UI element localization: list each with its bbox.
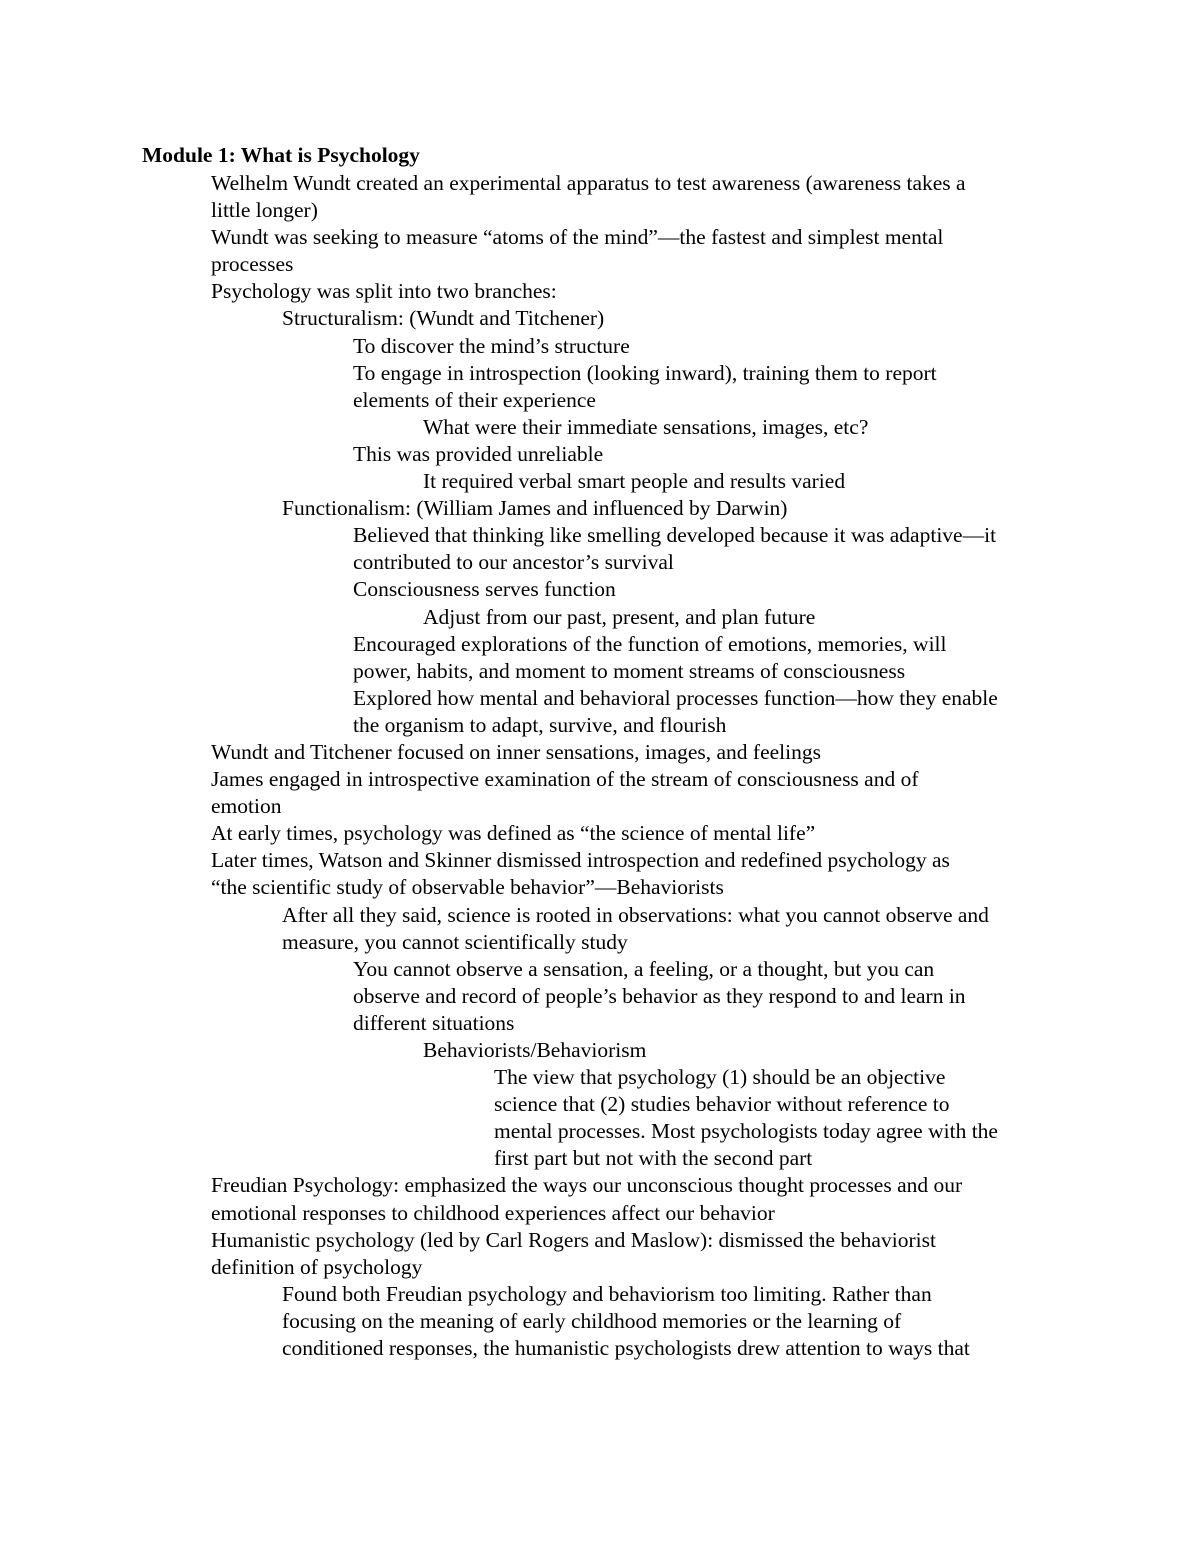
list-item: [0, 1064, 1054, 1172]
list-item: [0, 305, 1063, 332]
list-item: [0, 414, 1063, 441]
list-item-text-line: Structuralism: (Wundt and Titchener): [282, 306, 605, 331]
list-item: [0, 522, 1063, 576]
list-item-text-line: measure, you cannot scientifically study: [282, 929, 628, 954]
list-item: [0, 631, 1063, 685]
list-item-text-line: James engaged in introspective examination of the stream of consciousness and of: [211, 767, 919, 792]
list-item-text-line: To engage in introspection (looking inward), training them to report: [353, 360, 937, 385]
list-item-text-line: What were their immediate sensations, images, etc?: [423, 414, 869, 439]
list-item-text-line: It required verbal smart people and results varied: [423, 469, 846, 494]
list-item-text-line: Adjust from our past, present, and plan future: [423, 604, 816, 629]
list-item: [0, 685, 1063, 739]
list-item-text-line: Believed that thinking like smelling developed because it was adaptive—it: [353, 523, 997, 548]
list-item-text-line: To discover the mind’s structure: [353, 333, 630, 358]
list-item-text-line: little longer): [211, 198, 318, 223]
list-item-text-line: emotion: [211, 794, 282, 819]
list-item-text-line: Humanistic psychology (led by Carl Rogers and Maslow): dismissed the behaviorist: [211, 1227, 936, 1252]
list-item: [0, 278, 1063, 305]
list-item-text-line: Consciousness serves function: [353, 577, 616, 602]
list-item-text-line: Later times, Watson and Skinner dismissed introspection and redefined psychology as: [211, 848, 950, 873]
list-item-text-line: processes: [211, 252, 294, 277]
list-item-text-line: definition of psychology: [211, 1254, 423, 1279]
list-item: [0, 766, 1063, 820]
list-item: [0, 820, 1063, 847]
list-item-text-line: “the scientific study of observable behavior”—Behaviorists: [211, 875, 724, 900]
list-item: [0, 441, 1063, 468]
list-item-text-line: first part but not with the second part: [494, 1146, 813, 1171]
list-item: [0, 902, 1063, 956]
list-item-text-line: Freudian Psychology: emphasized the ways our unconscious thought processes and our: [211, 1173, 963, 1198]
list-item: [0, 956, 1063, 1037]
list-item: [0, 224, 1063, 278]
list-item-text-line: Wundt and Titchener focused on inner sensations, images, and feelings: [211, 739, 821, 764]
list-item-text-line: Wundt was seeking to measure “atoms of the mind”—the fastest and simplest mental: [211, 225, 944, 250]
list-item: [0, 495, 1063, 522]
list-item: [0, 576, 1063, 603]
list-item-text-line: emotional responses to childhood experiences affect our behavior: [211, 1200, 775, 1225]
list-item-text-line: contributed to our ancestor’s survival: [353, 550, 674, 575]
list-item: [0, 360, 1063, 414]
list-item-text-line: observe and record of people’s behavior as they respond to and learn in: [353, 983, 966, 1008]
list-item: [0, 847, 1063, 901]
list-item: [0, 468, 1063, 495]
list-item-text-line: focusing on the meaning of early childhood memories or the learning of: [282, 1308, 902, 1333]
list-item-text-line: Found both Freudian psychology and behaviorism too limiting. Rather than: [282, 1281, 932, 1306]
list-item-text-line: power, habits, and moment to moment streams of consciousness: [353, 658, 906, 683]
list-item-text-line: Welhelm Wundt created an experimental apparatus to test awareness (awareness takes a: [211, 171, 966, 195]
list-item: [0, 1172, 1063, 1226]
list-item: [0, 1037, 1063, 1064]
notes-list: [0, 170, 1200, 1362]
list-item: [0, 1281, 1063, 1362]
list-item: [0, 604, 1063, 631]
list-item-text-line: You cannot observe a sensation, a feeling, or a thought, but you can: [353, 956, 935, 981]
list-item-text-line: The view that psychology (1) should be an objective: [494, 1065, 946, 1090]
list-item-text-line: Behaviorists/Behaviorism: [423, 1038, 647, 1062]
list-item-text-line: Psychology was split into two branches:: [211, 279, 557, 304]
list-item-text-line: After all they said, science is rooted in observations: what you cannot observe and: [282, 902, 989, 927]
list-item-text-line: This was provided unreliable: [353, 441, 604, 466]
list-item-text-line: elements of their experience: [353, 387, 596, 412]
list-item-text-line: Functionalism: (William James and influenced by Darwin): [282, 496, 788, 521]
list-item: [0, 170, 1063, 224]
list-item: [0, 333, 1063, 360]
page-title: Module 1: What is Psychology: [142, 143, 420, 167]
list-item-text-line: conditioned responses, the humanistic psychologists drew attention to ways that: [282, 1336, 970, 1361]
list-item-text-line: mental processes. Most psychologists today agree with the: [494, 1119, 998, 1144]
list-item-text-line: Encouraged explorations of the function of emotions, memories, will: [353, 631, 947, 656]
list-item-text-line: At early times, psychology was defined as “the science of mental life”: [211, 821, 816, 846]
list-item: [0, 1227, 1063, 1281]
list-item: [0, 739, 1063, 766]
list-item-text-line: different situations: [353, 1010, 515, 1035]
list-item-text-line: science that (2) studies behavior without reference to: [494, 1092, 950, 1117]
list-item-text-line: the organism to adapt, survive, and flourish: [353, 712, 727, 737]
list-item-text-line: Explored how mental and behavioral processes function—how they enable: [353, 685, 998, 710]
